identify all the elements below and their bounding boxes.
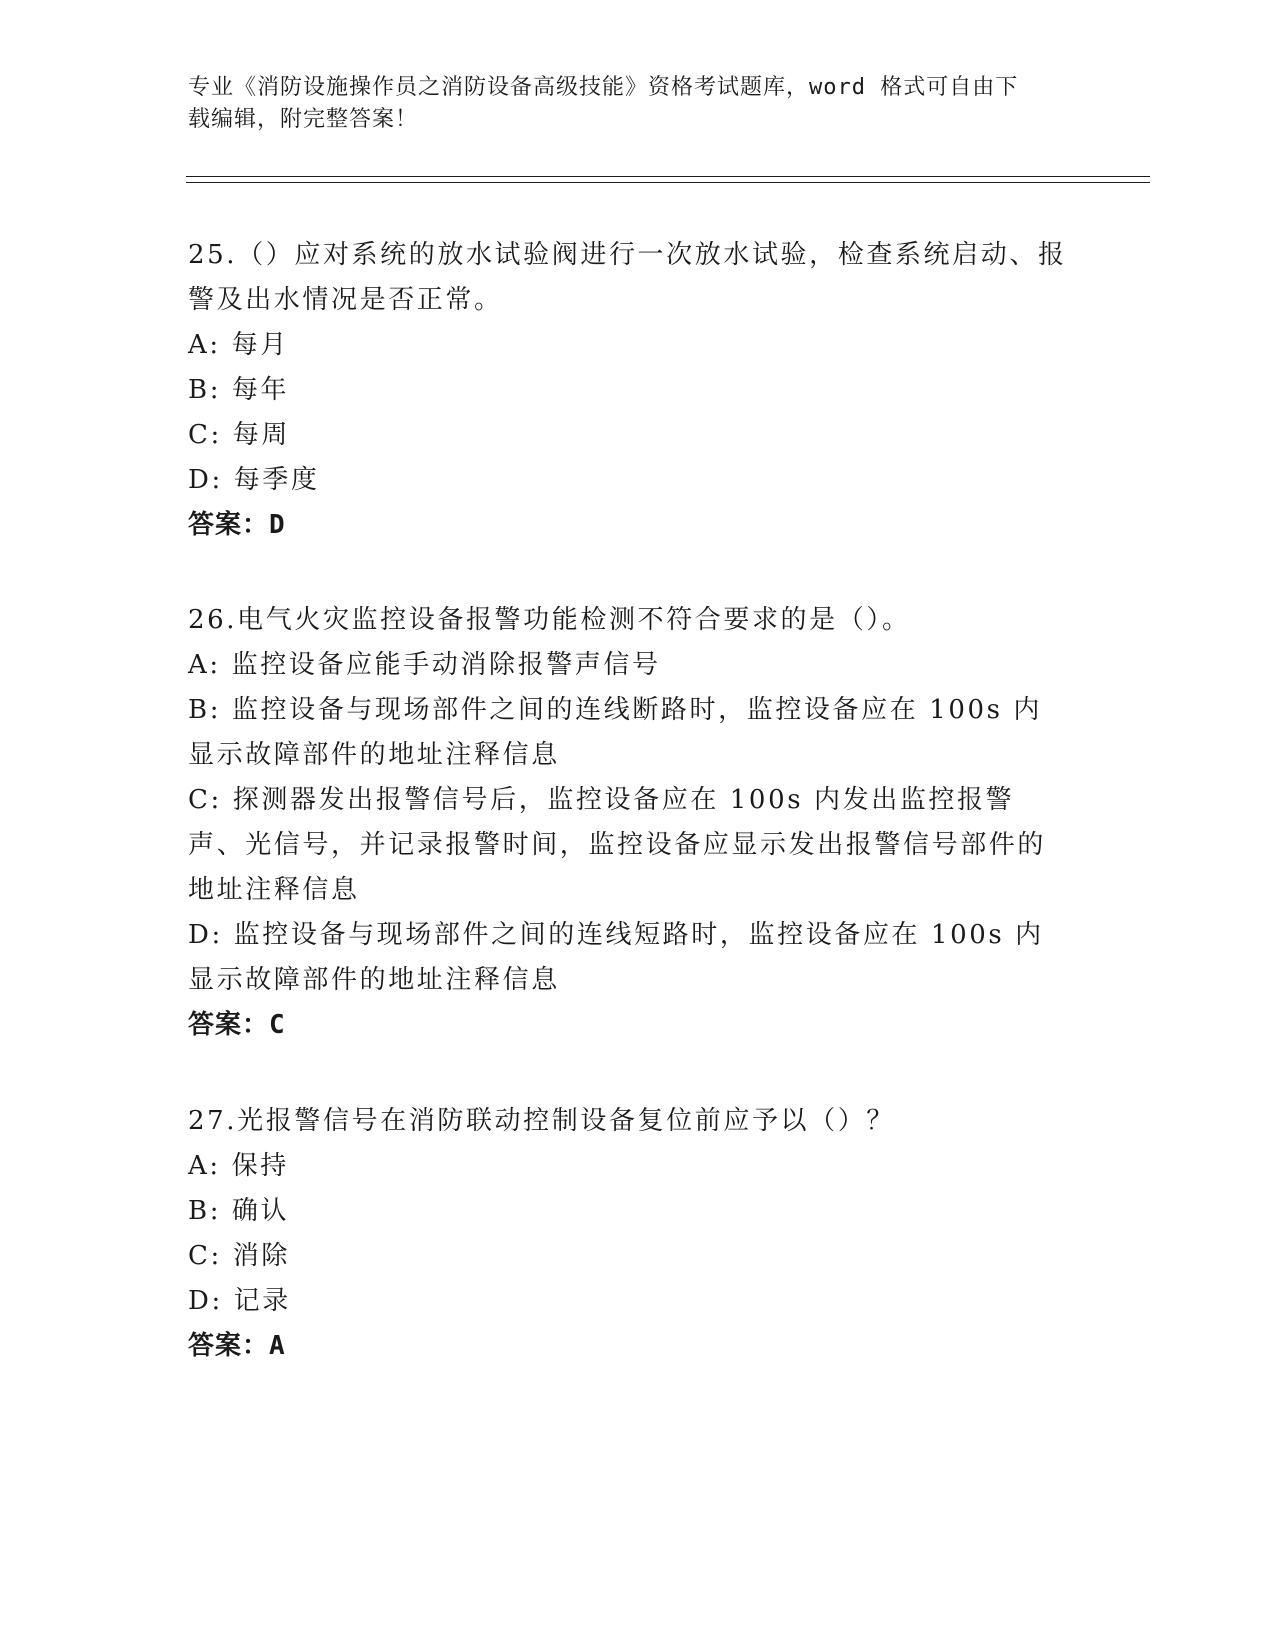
option-b: B: 监控设备与现场部件之间的连线断路时，监控设备应在 100s 内显示故障部件的地址注释信息 [188, 695, 1043, 770]
question-text: 27.光报警信号在消防联动控制设备复位前应予以（）？ [188, 1106, 895, 1136]
option-d: D: 记录 [188, 1286, 291, 1316]
question-text: 26.电气火灾监控设备报警功能检测不符合要求的是（）。 [188, 605, 911, 635]
document-header [188, 72, 1068, 136]
option-a: A: 监控设备应能手动消除报警声信号 [188, 650, 661, 680]
option-c: C: 每周 [188, 420, 290, 450]
answer-label: 答案：C [188, 1010, 286, 1040]
option-d: D: 每季度 [188, 465, 320, 495]
question-25 [188, 233, 1068, 548]
question-26 [188, 598, 1068, 1048]
answer-label: 答案：D [188, 510, 286, 540]
header-divider-top [186, 176, 1150, 177]
header-divider-bottom [186, 182, 1150, 183]
question-text: 25.（）应对系统的放水试验阀进行一次放水试验，检查系统启动、报警及出水情况是否正常。 [188, 240, 1067, 315]
option-a: A: 每月 [188, 330, 289, 360]
option-d: D: 监控设备与现场部件之间的连线短路时，监控设备应在 100s 内显示故障部件的地址注释信息 [188, 920, 1044, 995]
header-line-1: 专业《消防设施操作员之消防设备高级技能》资格考试题库，word 格式可自由下 [188, 75, 1019, 100]
option-b: B: 确认 [188, 1196, 290, 1226]
option-c: C: 探测器发出报警信号后，监控设备应在 100s 内发出监控报警声、光信号，并记录报警时间，监控设备应显示发出报警信号部件的地址注释信息 [188, 785, 1047, 905]
header-line-2: 载编辑，附完整答案！ [188, 107, 419, 132]
question-27 [188, 1099, 1068, 1369]
option-b: B: 每年 [188, 375, 290, 405]
option-a: A: 保持 [188, 1151, 289, 1181]
option-c: C: 消除 [188, 1241, 290, 1271]
answer-label: 答案：A [188, 1331, 286, 1361]
